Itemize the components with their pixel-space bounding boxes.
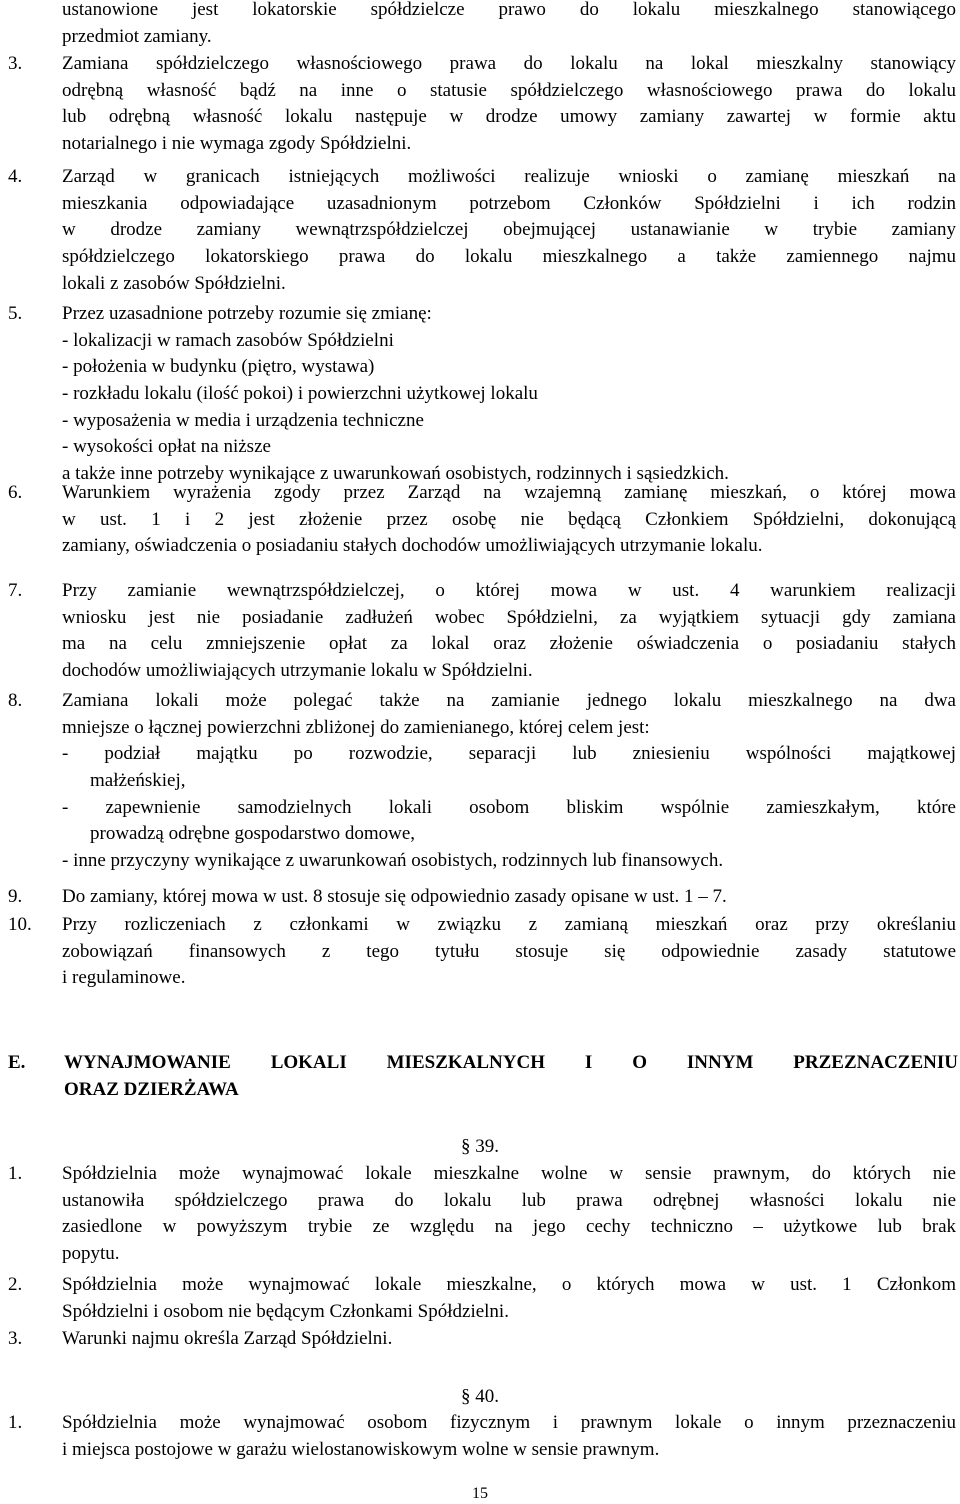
text-line: Spółdzielnia może wynajmować lokale mieszkalne wolne w sensie prawnym, do których nie bbox=[62, 1163, 956, 1184]
text-line: spółdzielczego lokatorskiego prawa do lokalu mieszkalnego a także zamiennego najmu bbox=[62, 246, 956, 268]
text-line: małżeńskiej, bbox=[90, 770, 186, 792]
item-number: 1. bbox=[8, 1412, 23, 1433]
paragraph-heading-39: § 39. bbox=[461, 1136, 499, 1157]
item-number: 8. bbox=[8, 690, 23, 711]
text-line: Przy zamianie wewnątrzspółdzielczej, o której mowa w ust. 4 warunkiem realizacji bbox=[62, 580, 956, 601]
text-line: - rozkładu lokalu (ilość pokoi) i powierzchni użytkowej lokalu bbox=[62, 383, 538, 405]
item-number: 9. bbox=[8, 886, 23, 907]
text-line: notarialnego i nie wymaga zgody Spółdzielni. bbox=[62, 133, 412, 155]
text-line: zamiany, oświadczenia o posiadaniu stałych dochodów umożliwiających utrzymanie lokalu. bbox=[62, 535, 763, 557]
text-line: w drodze zamiany wewnątrzspółdzielczej obejmującej ustanawianie w trybie zamiany bbox=[62, 219, 956, 241]
text-line: Spółdzielni i osobom nie będącym Członkami Spółdzielni. bbox=[62, 1300, 509, 1322]
text-line: mniejsze o łącznej powierzchni zbliżonej do zamienianego, której celem jest: bbox=[62, 716, 650, 738]
section-letter: E. bbox=[8, 1052, 26, 1073]
text-line: Przy rozliczeniach z członkami w związku z zamianą mieszkań oraz przy określaniu bbox=[62, 914, 956, 935]
text-line: zobowiązań finansowych z tego tytułu stosuje się odpowiednie zasady statutowe bbox=[62, 940, 956, 962]
item-number: 2. bbox=[8, 1274, 23, 1295]
text-line: prowadzą odrębne gospodarstwo domowe, bbox=[90, 823, 416, 845]
text-line: - zapewnienie samodzielnych lokali osobom bliskim wspólnie zamieszkałym, które bbox=[62, 796, 956, 818]
text-line: Zamiana lokali może polegać także na zamianie jednego lokalu mieszkalnego na dwa bbox=[62, 690, 956, 711]
text-line: Spółdzielnia może wynajmować osobom fizycznym i prawnym lokale o innym przeznaczeniu bbox=[62, 1412, 956, 1433]
text-line: Zamiana spółdzielczego własnościowego prawa do lokalu na lokal mieszkalny stanowiący bbox=[62, 53, 956, 74]
text-line: zasiedlone w powyższym trybie ze względu na jego cechy techniczno – użytkowe lub brak bbox=[62, 1216, 956, 1238]
page-number: 15 bbox=[472, 1485, 488, 1502]
text-line: popytu. bbox=[62, 1243, 120, 1265]
text-line: - lokalizacji w ramach zasobów Spółdzielni bbox=[62, 329, 394, 351]
text-line: - wysokości opłat na niższe bbox=[62, 436, 271, 458]
text-line: w ust. 1 i 2 jest złożenie przez osobę nie będącą Członkiem Spółdzielni, dokonującą bbox=[62, 508, 956, 530]
item-number: 3. bbox=[8, 53, 23, 74]
item-number: 1. bbox=[8, 1163, 23, 1184]
text-line: lokali z zasobów Spółdzielni. bbox=[62, 272, 286, 294]
text-line: - wyposażenia w media i urządzenia techniczne bbox=[62, 409, 424, 431]
text-line: ma na celu zmniejszenie opłat za lokal oraz złożenie oświadczenia o posiadaniu stałych bbox=[62, 633, 956, 655]
paragraph-heading-40: § 40. bbox=[461, 1386, 499, 1407]
text-line: - podział majątku po rozwodzie, separacji lub zniesieniu wspólności majątkowej bbox=[62, 743, 956, 765]
text-line: wniosku jest nie posiadanie zadłużeń wobec Spółdzielni, za wyjątkiem sytuacji gdy zamiana bbox=[62, 606, 956, 628]
text-line: Zarząd w granicach istniejących możliwości realizuje wnioski o zamianę mieszkań na bbox=[62, 166, 956, 187]
text-line: Warunki najmu określa Zarząd Spółdzielni. bbox=[62, 1328, 393, 1349]
text-line: dochodów umożliwiających utrzymanie lokalu w Spółdzielni. bbox=[62, 660, 533, 682]
text-line: ustanowione jest lokatorskie spółdzielcze prawo do lokalu mieszkalnego stanowiącego bbox=[62, 0, 956, 20]
item-number: 6. bbox=[8, 482, 23, 503]
text-line: i regulaminowe. bbox=[62, 967, 186, 989]
text-line: lub odrębną własność lokalu następuje w drodze umowy zamiany zawartej w formie aktu bbox=[62, 106, 956, 128]
item-number: 7. bbox=[8, 580, 23, 601]
text-line: mieszkania odpowiadające uzasadnionym potrzebom Członków Spółdzielni i ich rodzin bbox=[62, 192, 956, 214]
text-line: przedmiot zamiany. bbox=[62, 25, 212, 47]
item-number: 10. bbox=[8, 914, 32, 935]
section-title-line: WYNAJMOWANIE LOKALI MIESZKALNYCH I O INNYM PRZEZNACZENIU bbox=[64, 1052, 958, 1073]
text-line: - położenia w budynku (piętro, wystawa) bbox=[62, 356, 375, 378]
text-line: Spółdzielnia może wynajmować lokale mieszkalne, o których mowa w ust. 1 Członkom bbox=[62, 1274, 956, 1295]
item-number: 3. bbox=[8, 1328, 23, 1349]
text-line: - inne przyczyny wynikające z uwarunkowań osobistych, rodzinnych lub finansowych. bbox=[62, 850, 724, 872]
section-title-line: ORAZ DZIERŻAWA bbox=[64, 1079, 239, 1100]
text-line: i miejsca postojowe w garażu wielostanowiskowym wolne w sensie prawnym. bbox=[62, 1438, 660, 1460]
text-line: Warunkiem wyrażenia zgody przez Zarząd na wzajemną zamianę mieszkań, o której mowa bbox=[62, 482, 956, 503]
text-line: odrębną własność bądź na inne o statusie spółdzielczego własnościowego prawa do lokalu bbox=[62, 79, 956, 101]
text-line: a także inne potrzeby wynikające z uwarunkowań osobistych, rodzinnych i sąsiedzkich. bbox=[62, 463, 729, 485]
item-number: 4. bbox=[8, 166, 23, 187]
text-line: Przez uzasadnione potrzeby rozumie się zmianę: bbox=[62, 303, 432, 324]
text-line: ustanowiła spółdzielczego prawa do lokalu lub prawa odrębnej własności lokalu nie bbox=[62, 1189, 956, 1211]
text-line: Do zamiany, której mowa w ust. 8 stosuje się odpowiednio zasady opisane w ust. 1 – 7. bbox=[62, 886, 727, 907]
item-number: 5. bbox=[8, 303, 23, 324]
